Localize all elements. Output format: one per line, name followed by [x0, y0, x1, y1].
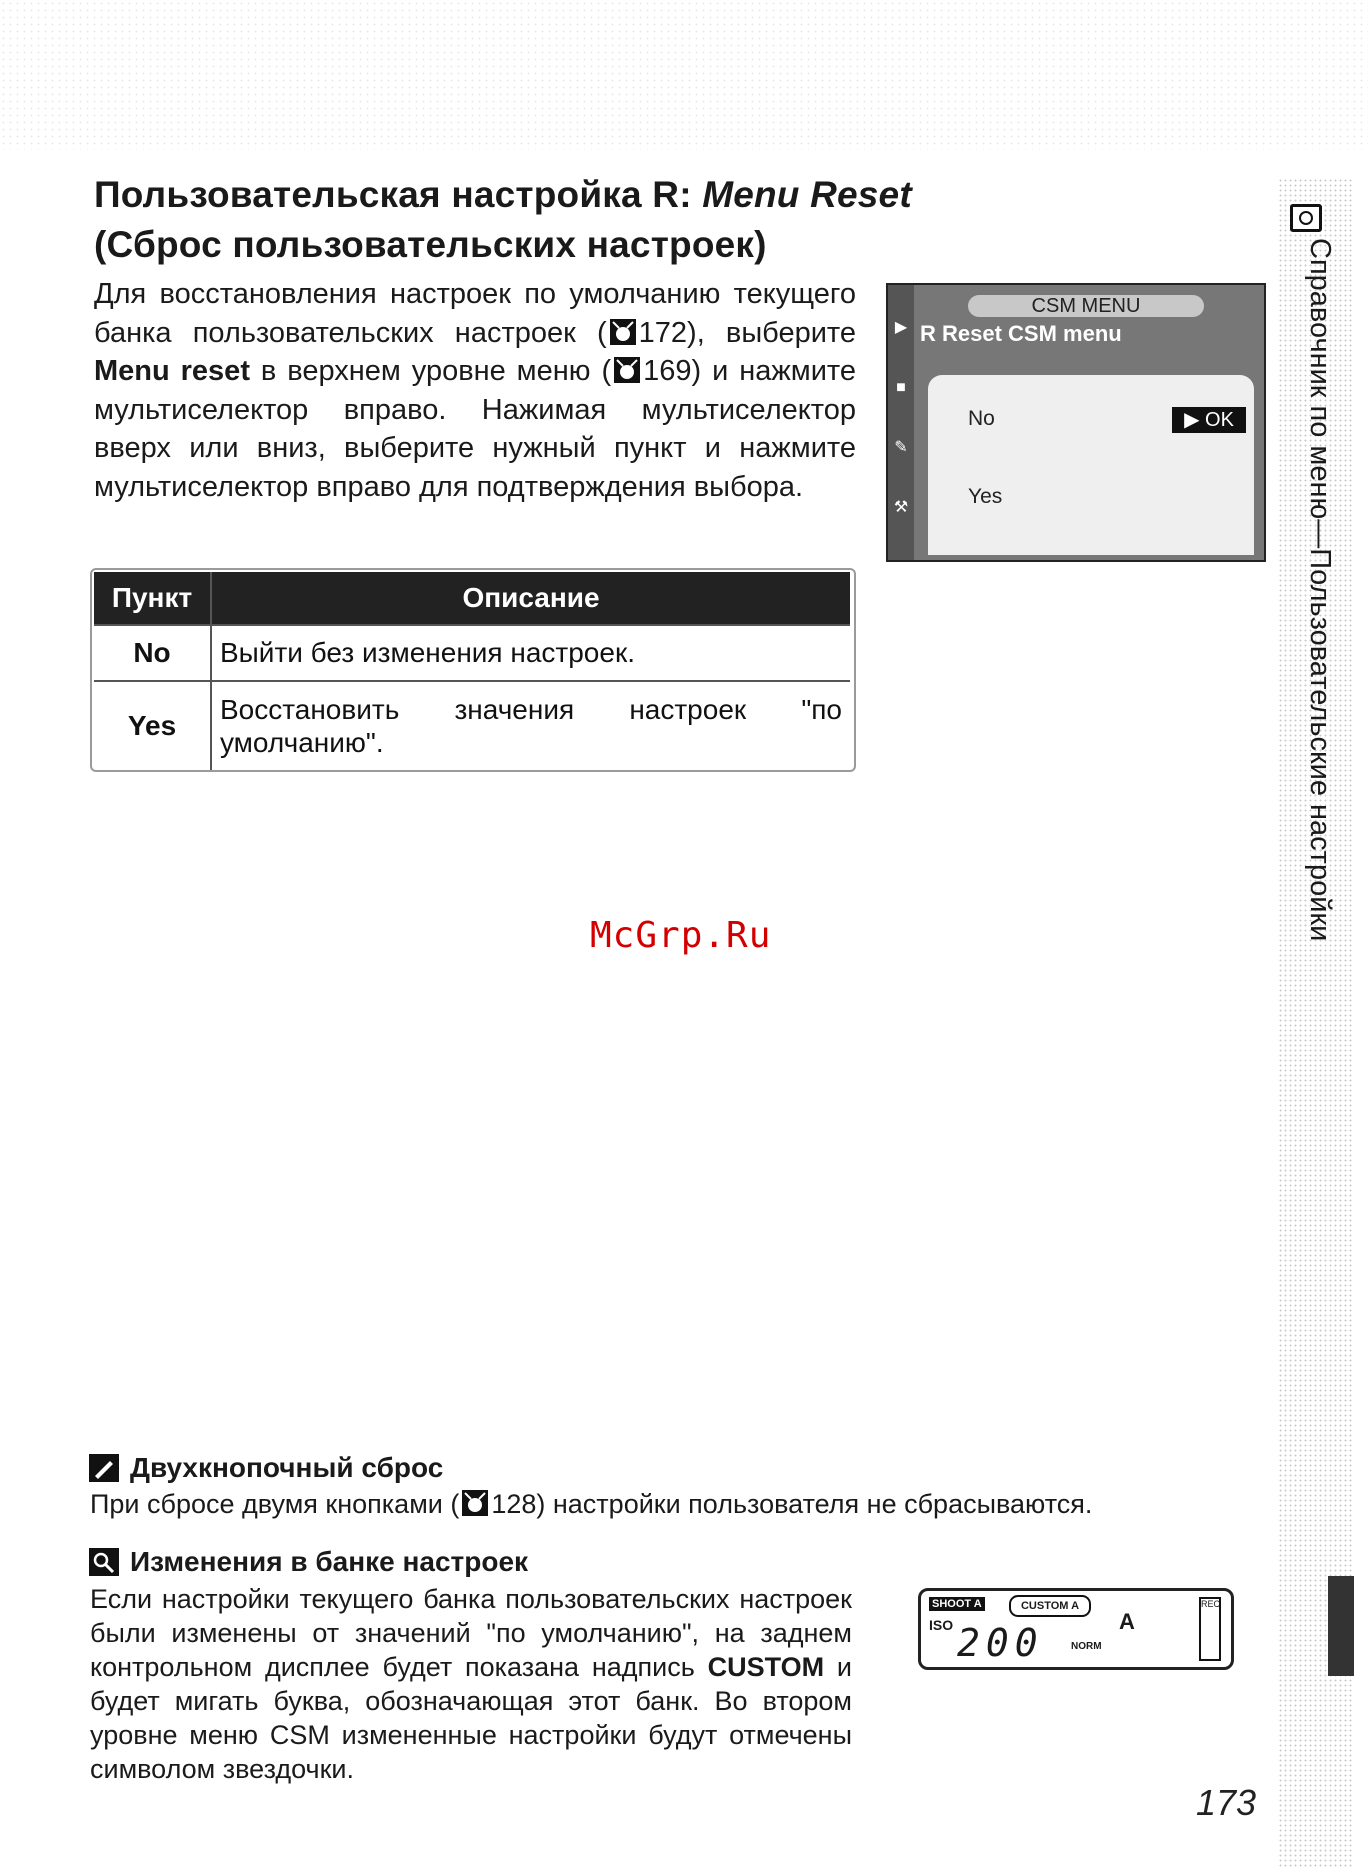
page-reference-icon — [461, 1489, 489, 1517]
screen-menu-item: R Reset CSM menu — [920, 321, 1122, 346]
note2-text-a: Если настройки текущего банка пользовательских настроек были изменены от значений "по умолчанию", на заднем контрольном дисплее будет показана надпись — [90, 1584, 852, 1682]
title-line2: (Сброс пользовательских настроек) — [94, 224, 767, 265]
camera-menu-screen — [886, 283, 1266, 562]
chapter-marker — [1328, 1576, 1354, 1676]
note1-body — [90, 1487, 1250, 1521]
note1-ref: 128 — [491, 1489, 537, 1519]
note2-title — [88, 1544, 528, 1580]
chapter-side-tab — [1278, 178, 1354, 1868]
iso-value: 200 — [957, 1621, 1044, 1665]
page-reference-icon — [609, 318, 637, 346]
watermark-link[interactable]: McGrp.Ru — [590, 915, 772, 956]
scan-noise — [0, 0, 1368, 150]
note1-title-text: Двухкнопочный сброс — [130, 1452, 444, 1483]
screen-title: CSM MENU — [968, 295, 1204, 317]
intro-ref-1: 172 — [638, 316, 688, 349]
custom-label: CUSTOM A — [1009, 1595, 1091, 1617]
rear-control-display — [918, 1588, 1234, 1670]
option-yes: Yes — [968, 485, 1003, 508]
rec-indicator: REC — [1199, 1597, 1221, 1661]
iso-label: ISO — [929, 1617, 954, 1633]
intro-text-4: ) и нажмите мультиселектор вправо. Нажимая мультиселектор вверх или вниз, выберите нужный пункт и нажмите мультиселектор вправо для подтверждения выбора. — [94, 355, 856, 503]
option-no: No — [968, 407, 995, 430]
intro-menu-reset: Menu reset — [94, 355, 250, 387]
title-italic: Menu Reset — [702, 174, 912, 215]
note2-custom: CUSTOM — [707, 1652, 825, 1682]
chapter-title: Справочник по меню—Пользовательские настройки — [1304, 238, 1336, 942]
camera-menu-icon — [1290, 204, 1322, 232]
row-description: Выйти без изменения настроек. — [211, 625, 850, 681]
header-description: Описание — [211, 572, 850, 625]
bank-letter: A — [1119, 1609, 1135, 1634]
row-item: No — [94, 625, 211, 681]
intro-text-2: ), выберите — [687, 316, 856, 349]
row-item: Yes — [94, 681, 211, 770]
note2-text-b: и будет мигать буква, обозначающая этот банк. Во втором уровне меню CSM измененные настройки будут отмечены символом звездочки. — [90, 1652, 852, 1784]
intro-paragraph — [94, 275, 856, 506]
intro-text-3: в верхнем уровне меню ( — [249, 355, 612, 387]
options-table — [94, 572, 850, 770]
intro-text-1: Для восстановления настроек по умолчанию текущего банка пользовательских настроек ( — [94, 278, 856, 349]
page-reference-icon — [613, 356, 641, 384]
options-panel — [928, 375, 1254, 555]
note1-title — [88, 1450, 443, 1486]
norm-label: NORM — [1071, 1641, 1102, 1652]
note1-text-a: При сбросе двумя кнопками ( — [90, 1489, 460, 1519]
header-item: Пункт — [94, 572, 211, 625]
ok-badge: ▶ OK — [1172, 407, 1246, 433]
pencil-note-icon — [88, 1453, 120, 1483]
pencil-icon: ✎ — [894, 439, 908, 456]
camera-icon: ■ — [896, 379, 906, 396]
intro-ref-2: 169 — [643, 355, 692, 387]
table-row — [94, 625, 850, 681]
page-number: 173 — [1196, 1782, 1257, 1823]
note2-title-text: Изменения в банке настроек — [130, 1546, 529, 1577]
table-row — [94, 681, 850, 770]
shoot-label: SHOOT A — [929, 1597, 985, 1611]
wrench-icon: ⚒ — [893, 499, 909, 516]
note1-text-b: ) настройки пользователя не сбрасываются. — [536, 1489, 1093, 1519]
note2-body — [90, 1582, 852, 1786]
row-description: Восстановить значения настроек "по умолчанию". — [211, 681, 850, 770]
table-header-row — [94, 572, 850, 625]
playback-icon: ▶ — [894, 319, 908, 336]
title-prefix: Пользовательская настройка R: — [94, 174, 703, 215]
magnifier-note-icon — [88, 1547, 120, 1577]
page-title — [94, 170, 994, 270]
menu-sidebar — [888, 285, 914, 560]
